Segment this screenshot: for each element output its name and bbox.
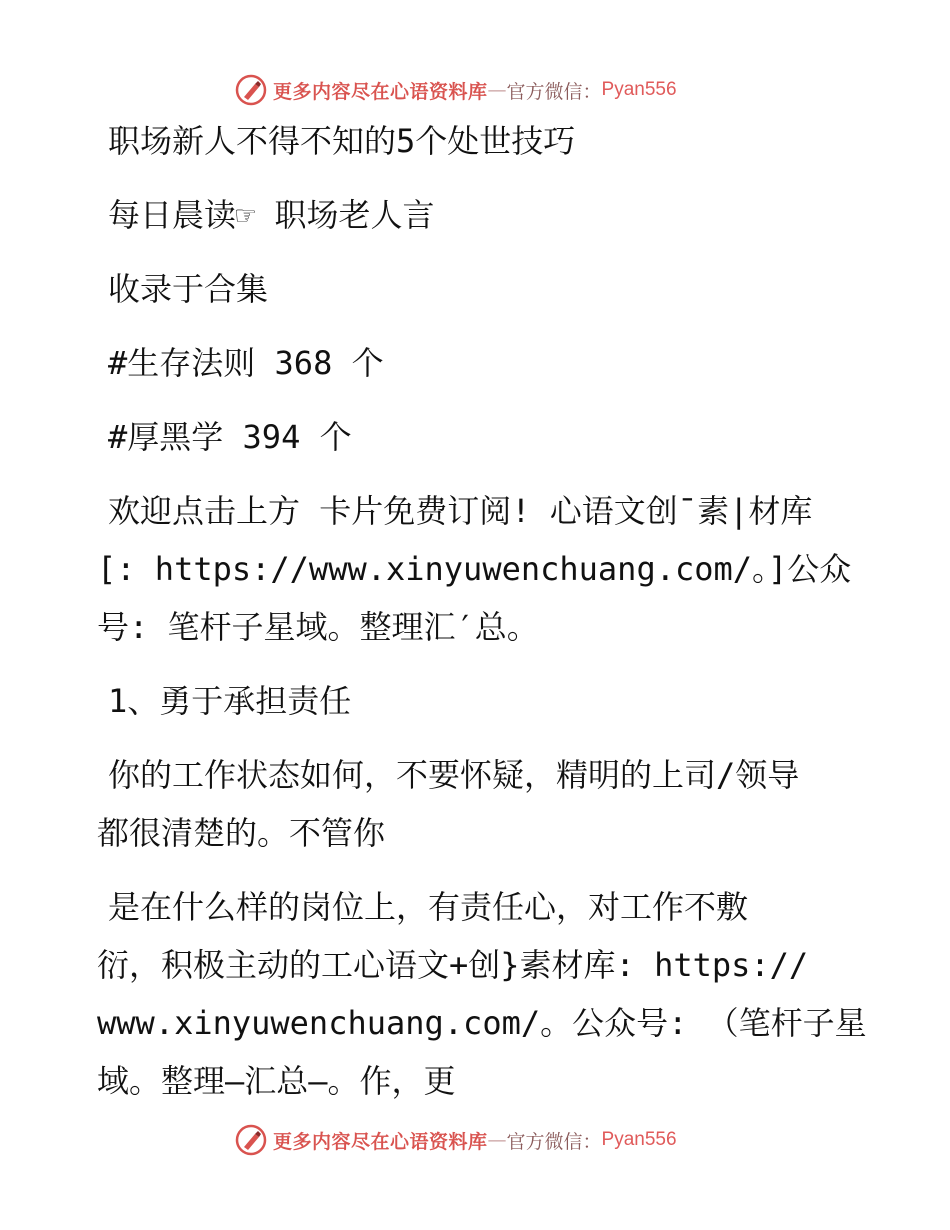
article-title: 职场新人不得不知的5个处世技巧 <box>108 122 576 160</box>
banner-main-text: 更多内容尽在心语资料库 <box>273 80 488 103</box>
intro-line: 欢迎点击上方 卡片免费订阅! 心语文创¯素|材库 <box>108 492 813 530</box>
pen-logo-icon <box>235 1124 267 1156</box>
banner-wechat-label: 官方微信： <box>506 1130 602 1153</box>
pen-logo-icon <box>235 74 267 106</box>
footer-watermark <box>235 1122 677 1158</box>
banner-separator: — <box>487 1129 507 1151</box>
banner-main-text: 更多内容尽在心语资料库 <box>273 1130 488 1153</box>
paragraph-line: www.xinyuwenchuang.com/。公众号: （笔杆子星 <box>97 1004 867 1042</box>
section-heading: 1、勇于承担责任 <box>108 682 352 720</box>
banner-wechat-id: Pyan556 <box>601 79 677 100</box>
paragraph-line: 你的工作状态如何，不要怀疑，精明的上司/领导 <box>108 756 800 794</box>
collection-label: 收录于合集 <box>108 270 269 308</box>
intro-line: 号: 笔杆子星域。整理汇′总。 <box>97 608 539 646</box>
banner-wechat-id: Pyan556 <box>601 1129 677 1150</box>
paragraph-line: 是在什么样的岗位上，有责任心，对工作不敷 <box>108 888 749 926</box>
banner-wechat-label: 官方微信： <box>506 80 602 103</box>
column-name: 每日晨读☞ 职场老人言 <box>108 196 435 234</box>
tag-thick-black[interactable]: #厚黑学 394 个 <box>108 418 352 456</box>
tag-survival-rules[interactable]: #生存法则 368 个 <box>108 344 384 382</box>
intro-line: [: https://www.xinyuwenchuang.com/。]公众 <box>97 550 852 588</box>
document-body <box>97 112 867 1110</box>
banner-separator: — <box>487 79 507 101</box>
header-watermark <box>235 72 677 108</box>
paragraph-line: 都很清楚的。不管你 <box>97 814 386 852</box>
paragraph-line: 域。整理—汇总—。作，更 <box>97 1062 456 1100</box>
paragraph-line: 衍，积极主动的工心语文+创}素材库: https:// <box>97 946 809 984</box>
